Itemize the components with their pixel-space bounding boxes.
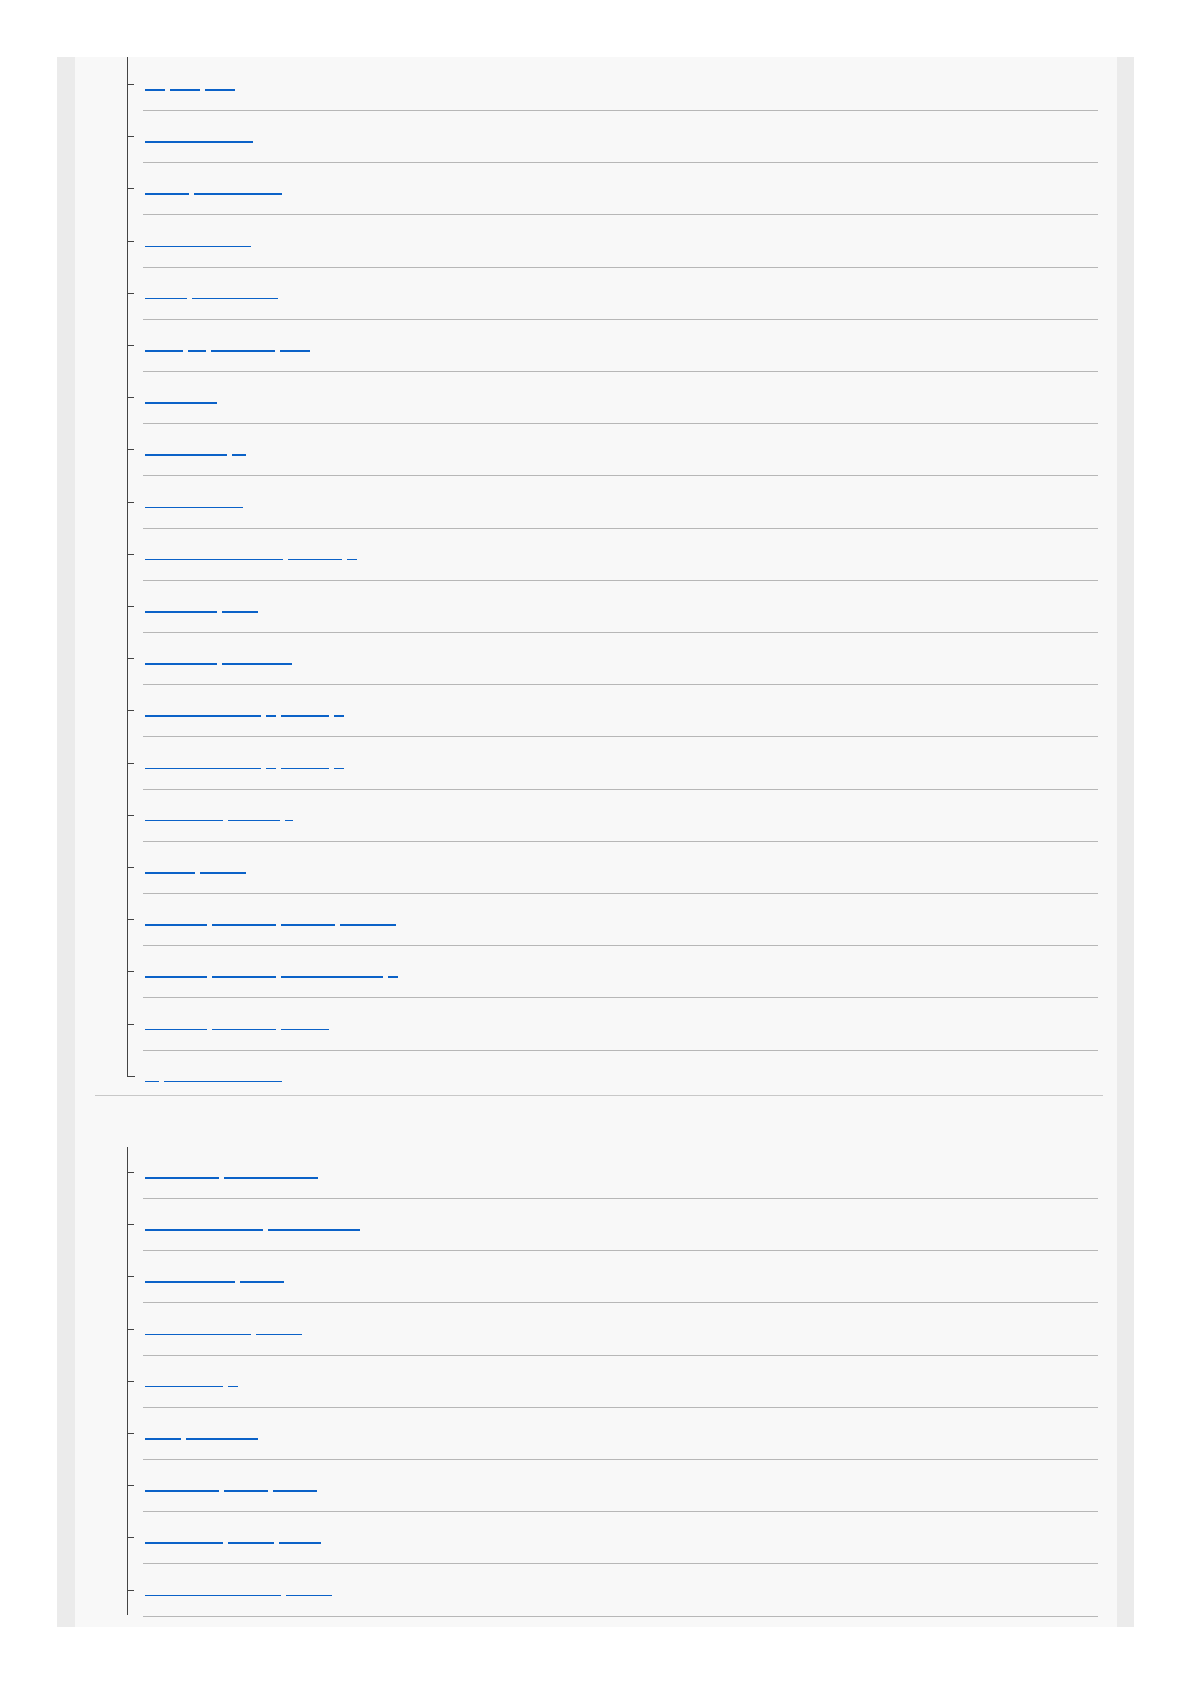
tree-tick <box>127 188 134 189</box>
tree-tick <box>127 1381 134 1382</box>
toc-item <box>127 946 1098 998</box>
toc-link[interactable] <box>145 193 282 195</box>
toc-item <box>127 685 1098 737</box>
toc-link[interactable] <box>145 1386 238 1388</box>
link-underline-segment <box>222 663 292 665</box>
tree-tick <box>127 710 134 711</box>
link-underline-segment <box>145 89 165 91</box>
toc-link[interactable] <box>145 1281 284 1283</box>
link-underline-segment <box>164 1081 282 1083</box>
toc-item <box>127 424 1098 476</box>
link-underline-segment <box>281 924 335 926</box>
toc-link[interactable] <box>145 1229 360 1231</box>
tree-tick <box>127 84 134 85</box>
link-underline-segment <box>145 1029 207 1031</box>
link-underline-segment <box>145 350 183 352</box>
toc-link[interactable] <box>145 1542 321 1544</box>
link-underline-segment <box>145 663 217 665</box>
link-underline-segment <box>145 976 207 978</box>
toc-link[interactable] <box>145 454 246 456</box>
link-underline-segment <box>145 872 195 874</box>
toc-item <box>127 268 1098 320</box>
link-underline-segment <box>145 611 217 613</box>
link-underline-segment <box>145 1386 223 1388</box>
tree-tick <box>127 241 134 242</box>
toc-item <box>127 163 1098 215</box>
toc-link[interactable] <box>145 1438 258 1440</box>
link-underline-segment <box>266 715 276 717</box>
toc-link[interactable] <box>145 663 292 665</box>
toc-item <box>127 999 1098 1051</box>
toc-item <box>127 320 1098 372</box>
link-underline-segment <box>256 1334 302 1336</box>
link-underline-segment <box>224 1177 318 1179</box>
link-underline-segment <box>281 715 329 717</box>
tree-tick <box>127 397 134 398</box>
toc-item <box>127 1512 1098 1564</box>
link-underline-segment <box>280 350 310 352</box>
toc-item <box>127 1199 1098 1251</box>
link-underline-segment <box>212 1029 276 1031</box>
toc-link[interactable] <box>145 976 398 978</box>
link-underline-segment <box>228 1386 238 1388</box>
link-underline-segment <box>145 454 227 456</box>
link-underline-segment <box>266 768 276 770</box>
tree-tick <box>127 1485 134 1486</box>
toc-link[interactable] <box>145 1177 318 1179</box>
tree-tick <box>127 554 134 555</box>
link-underline-segment <box>145 1229 263 1231</box>
toc-item <box>127 842 1098 894</box>
tree-tick <box>127 136 134 137</box>
link-underline-segment <box>145 1542 223 1544</box>
link-underline-segment <box>232 454 246 456</box>
link-underline-segment <box>388 976 398 978</box>
tree-tick <box>127 815 134 816</box>
toc-link[interactable] <box>145 715 344 717</box>
link-underline-segment <box>145 1334 251 1336</box>
toc-link[interactable] <box>145 1029 329 1031</box>
link-underline-segment <box>285 820 293 822</box>
link-underline-segment <box>281 1029 329 1031</box>
toc-link[interactable] <box>145 559 357 561</box>
link-underline-segment <box>145 559 283 561</box>
tree-tick <box>127 919 134 920</box>
link-underline-segment <box>268 1229 360 1231</box>
tree-tick <box>127 606 134 607</box>
tree-tick <box>127 1276 134 1277</box>
tree-tick <box>127 1172 134 1173</box>
link-underline-segment <box>279 1542 321 1544</box>
toc-link[interactable] <box>145 924 396 926</box>
link-underline-segment <box>186 1438 258 1440</box>
link-underline-segment <box>145 246 251 248</box>
link-underline-segment <box>145 768 261 770</box>
link-underline-segment <box>340 924 396 926</box>
tree-tick <box>127 763 134 764</box>
toc-link[interactable] <box>145 350 310 352</box>
tree-tick <box>127 1224 134 1225</box>
link-underline-segment <box>170 89 200 91</box>
toc-link[interactable] <box>145 246 251 248</box>
tree-tick <box>127 1590 134 1591</box>
link-underline-segment <box>145 141 253 143</box>
link-underline-segment <box>145 1490 219 1492</box>
toc-item <box>127 790 1098 842</box>
toc-item <box>127 581 1098 633</box>
tree-tick <box>127 1537 134 1538</box>
toc-item <box>127 111 1098 163</box>
toc-link[interactable] <box>145 872 246 874</box>
link-underline-segment <box>188 350 206 352</box>
link-underline-segment <box>145 924 207 926</box>
link-underline-segment <box>211 350 275 352</box>
tree-tick <box>127 1024 134 1025</box>
link-underline-segment <box>192 298 278 300</box>
link-underline-segment <box>224 1490 268 1492</box>
toc-item <box>127 477 1098 529</box>
group-divider <box>95 1095 1103 1096</box>
link-underline-segment <box>194 193 282 195</box>
link-underline-segment <box>212 976 276 978</box>
toc-link[interactable] <box>145 402 217 404</box>
tree-tick <box>127 1433 134 1434</box>
toc-link[interactable] <box>145 1081 282 1083</box>
toc-item <box>127 1565 1098 1617</box>
toc-link[interactable] <box>145 1595 332 1597</box>
toc-item <box>127 529 1098 581</box>
tree-tick <box>127 345 134 346</box>
link-underline-segment <box>145 1081 159 1083</box>
toc-item <box>127 372 1098 424</box>
link-underline-segment <box>145 1177 219 1179</box>
toc-link[interactable] <box>145 298 278 300</box>
toc-item <box>127 738 1098 790</box>
toc-item <box>127 1304 1098 1356</box>
link-underline-segment <box>145 402 217 404</box>
link-underline-segment <box>228 1542 274 1544</box>
tree-tick <box>127 658 134 659</box>
tree-tick <box>127 293 134 294</box>
link-underline-segment <box>145 1595 281 1597</box>
link-underline-segment <box>145 715 261 717</box>
link-underline-segment <box>205 89 235 91</box>
link-underline-segment <box>334 715 344 717</box>
toc-link[interactable] <box>145 1490 317 1492</box>
link-underline-segment <box>145 1281 235 1283</box>
toc-item <box>127 1147 1098 1199</box>
toc-item <box>127 894 1098 946</box>
link-underline-segment <box>222 611 258 613</box>
link-underline-segment <box>212 924 276 926</box>
toc-item <box>127 1408 1098 1460</box>
toc-link[interactable] <box>145 611 258 613</box>
toc-link[interactable] <box>145 89 235 91</box>
toc-link[interactable] <box>145 820 293 822</box>
toc-item <box>127 633 1098 685</box>
link-underline-segment <box>281 768 329 770</box>
tree-tick <box>127 971 134 972</box>
tree-tick <box>127 1076 135 1077</box>
link-underline-segment <box>145 507 243 509</box>
row-separator <box>143 1616 1098 1617</box>
tree-tick <box>127 502 134 503</box>
link-underline-segment <box>288 559 342 561</box>
tree-tick <box>127 867 134 868</box>
link-underline-segment <box>240 1281 284 1283</box>
link-underline-segment <box>145 193 189 195</box>
tree-tick <box>127 1329 134 1330</box>
link-underline-segment <box>145 820 223 822</box>
toc-link[interactable] <box>145 507 243 509</box>
link-underline-segment <box>347 559 357 561</box>
link-underline-segment <box>281 976 383 978</box>
toc-link[interactable] <box>145 141 253 143</box>
link-underline-segment <box>145 1438 181 1440</box>
toc-link[interactable] <box>145 768 344 770</box>
toc-item <box>127 1251 1098 1303</box>
link-underline-segment <box>286 1595 332 1597</box>
toc-link[interactable] <box>145 1334 302 1336</box>
link-underline-segment <box>334 768 344 770</box>
link-underline-segment <box>145 298 187 300</box>
link-underline-segment <box>228 820 280 822</box>
tree-tick <box>127 449 134 450</box>
toc-item <box>127 216 1098 268</box>
link-underline-segment <box>273 1490 317 1492</box>
toc-item <box>127 1460 1098 1512</box>
link-underline-segment <box>200 872 246 874</box>
toc-item <box>127 1356 1098 1408</box>
toc-item <box>127 59 1098 111</box>
